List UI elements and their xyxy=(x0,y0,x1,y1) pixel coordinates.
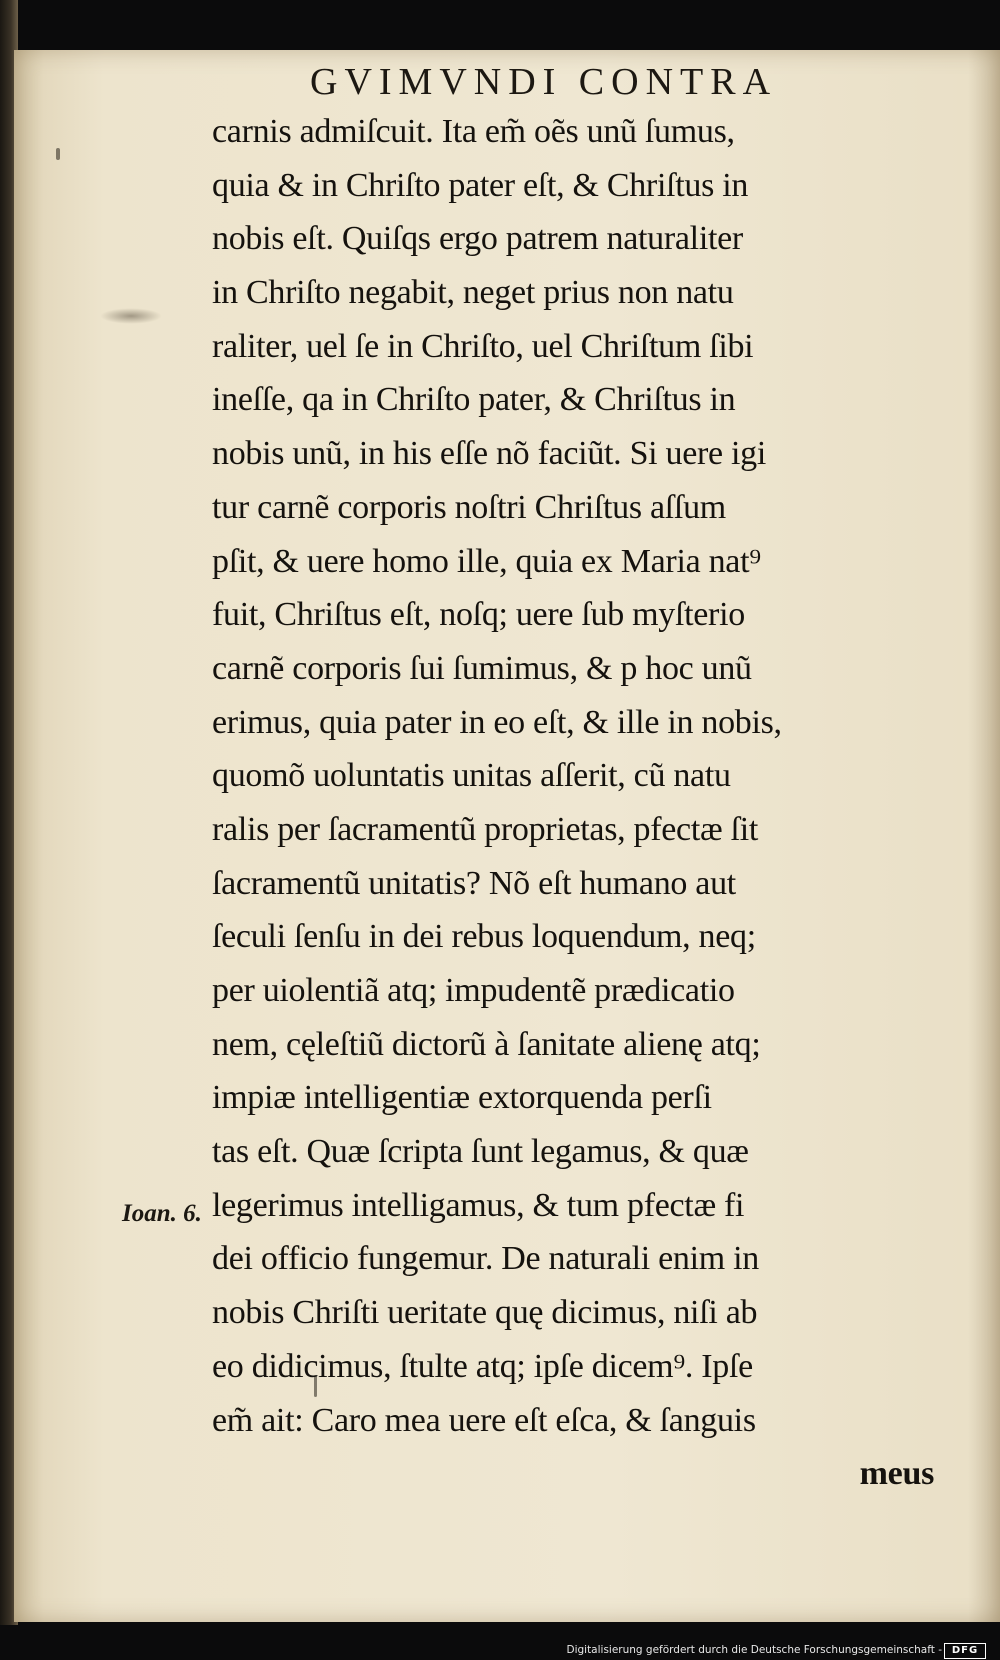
margin-note: Ioan. 6. xyxy=(122,1200,202,1227)
text-line: eo didicimus, ſtulte atq; ipſe dicem⁹. Ipſe xyxy=(212,1347,753,1385)
text-line: fuit, Chriſtus eſt, noſq; uere ſub myſterio xyxy=(212,596,745,634)
funding-credit: Digitalisierung gefördert durch die Deutsche Forschungsgemeinschaft - xyxy=(566,1644,942,1656)
text-line: quia & in Chriſto pater eſt, & Chriſtus in xyxy=(212,166,749,204)
text-line: in Chriſto negabit, neget prius non natu xyxy=(212,274,734,312)
text-line: ſacramentũ unitatis? Nõ eſt humano aut xyxy=(212,864,736,902)
text-line: ineſſe, qa in Chriſto pater, & Chriſtus in xyxy=(212,381,736,419)
text-line: nem, cęleſtiũ dictorũ à ſanitate alienę atq; xyxy=(212,1025,761,1063)
text-line: carnẽ corporis ſui ſumimus, & p hoc unũ xyxy=(212,649,752,687)
text-line: em̃ ait: Caro mea uere eſt eſca, & ſanguis xyxy=(212,1401,756,1439)
text-line: nobis Chriſti ueritate quę dicimus, niſi ab xyxy=(212,1294,758,1332)
text-line: quomõ uoluntatis unitas aſſerit, cũ natu xyxy=(212,757,731,795)
text-line: legerimus intelligamus, & tum pfectæ fi xyxy=(212,1186,745,1224)
text-line: ralis per ſacramentũ proprietas, pfectæ ſit xyxy=(212,810,758,848)
text-line: dei officio fungemur. De naturali enim in xyxy=(212,1240,759,1278)
ink-speck xyxy=(56,148,60,160)
text-line: nobis unũ, in his eſſe nõ faciũt. Si uere igi xyxy=(212,435,767,473)
text-line: ſeculi ſenſu in dei rebus loquendum, neq; xyxy=(212,918,756,956)
text-line: tur carnẽ corporis noſtri Chriſtus aſſum xyxy=(212,488,726,526)
text-line: pſit, & uere homo ille, quia ex Maria nat⁹ xyxy=(212,542,761,580)
ink-smudge xyxy=(100,308,162,324)
text-line: erimus, quia pater in eo eſt, & ille in nobis, xyxy=(212,703,782,741)
dfg-logo-icon: DFG xyxy=(944,1643,986,1659)
text-line: carnis admiſcuit. Ita em̃ oẽs unũ ſumus, xyxy=(212,113,735,150)
text-line: nobis eſt. Quiſqs ergo patrem naturaliter xyxy=(212,220,743,258)
running-head: GVIMVNDI CONTRA xyxy=(310,61,778,103)
catchword: meus xyxy=(859,1455,934,1493)
text-line: impiæ intelligentiæ extorquenda perſi xyxy=(212,1079,712,1117)
text-line: raliter, uel ſe in Chriſto, uel Chriſtum ſibi xyxy=(212,327,754,365)
text-line: per uiolentiã atq; impudentẽ prædicatio xyxy=(212,972,735,1009)
text-line: tas eſt. Quæ ſcripta ſunt legamus, & quæ xyxy=(212,1133,749,1171)
body-text xyxy=(212,105,952,1501)
